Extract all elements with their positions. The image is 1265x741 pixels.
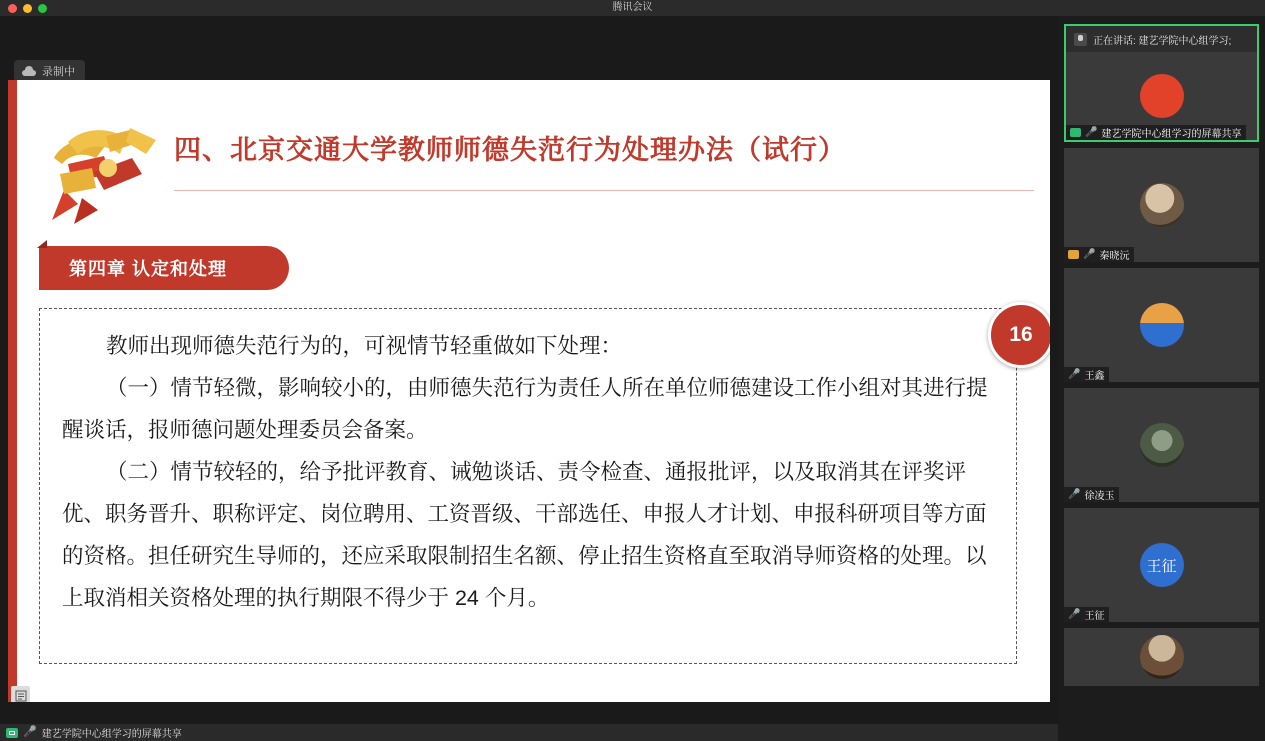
avatar [1140, 635, 1184, 679]
slide-paragraph-2: （一）情节轻微，影响较小的，由师德失范行为责任人所在单位师德建设工作小组对其进行提醒谈话，报师德问题处理委员会备案。 [62, 376, 988, 442]
slide-body [39, 308, 1017, 664]
participant-footer [1064, 607, 1109, 622]
microphone-icon: 🎤 [1068, 608, 1081, 620]
close-icon[interactable] [8, 4, 17, 13]
minimize-icon[interactable] [23, 4, 32, 13]
participant-footer [1064, 247, 1134, 262]
cloud-icon [22, 66, 36, 76]
participant-footer [1066, 125, 1246, 140]
participant-name: 王征 [1084, 611, 1105, 622]
title-bar [0, 0, 1265, 16]
presentation-slide [8, 80, 1050, 702]
participant-name: 秦晓沅 [1099, 251, 1130, 262]
participant-name: 建艺学院中心组学习的屏幕共享 [1101, 129, 1242, 140]
avatar [1140, 183, 1184, 227]
microphone-icon: 🎤 [1068, 488, 1081, 500]
window-title: 腾讯会议 [612, 2, 653, 13]
screen-share-status-bar [0, 724, 1058, 741]
microphone-icon: 🎤 [1083, 248, 1096, 260]
participant-footer [1064, 367, 1109, 382]
chapter-banner: 第四章 认定和处理 [39, 246, 289, 290]
recording-indicator[interactable] [14, 60, 85, 82]
title-divider [174, 190, 1034, 191]
slide-accent-bar [8, 80, 17, 702]
shared-screen-stage [0, 16, 1058, 741]
participant-video [1064, 148, 1259, 262]
notes-icon[interactable] [11, 686, 30, 702]
participant-video [1064, 268, 1259, 382]
host-badge-icon [1068, 250, 1079, 259]
slide-paragraph-3: （二）情节较轻的，给予批评教育、诫勉谈话、责令检查、通报批评，以及取消其在评奖评优、职务晋升、职称评定、岗位聘用、工资晋级、干部选任、申报人才计划、申报科研项目等方面的资格。担任研究生导师的，还应采取限制招生名额、停止招生资格直至取消导师资格的处理。以上取消相关资格处理的执行期限不得少于 24 个月。 [62, 460, 987, 610]
slide-page-number: 16 [988, 302, 1050, 368]
participants-rail[interactable] [1058, 16, 1265, 741]
speaker-icon [1074, 33, 1087, 46]
participant-video [1064, 628, 1259, 686]
screen-share-icon [1070, 128, 1081, 137]
participant-tile-speaking[interactable] [1064, 24, 1259, 142]
participant-tile[interactable] [1064, 268, 1259, 382]
slide-title: 四、北京交通大学教师师德失范行为处理办法（试行） [174, 135, 846, 165]
participant-tile[interactable] [1064, 628, 1259, 686]
microphone-icon: 🎤 [1068, 368, 1081, 380]
microphone-icon: 🎤 [1085, 126, 1098, 138]
participant-tile[interactable] [1064, 148, 1259, 262]
party-emblem-icon [34, 112, 174, 232]
avatar [1140, 74, 1184, 118]
slide-paragraph-1: 教师出现师德失范行为的，可视情节轻重做如下处理： [106, 334, 623, 358]
active-speaker-banner [1066, 26, 1257, 52]
active-speaker-label: 正在讲话: 建艺学院中心组学习; [1093, 35, 1232, 47]
avatar: 王征 [1140, 543, 1184, 587]
avatar [1140, 303, 1184, 347]
screen-share-label: 建艺学院中心组学习的屏幕共享 [41, 729, 182, 740]
window-controls[interactable] [8, 4, 47, 13]
participant-tile[interactable] [1064, 388, 1259, 502]
recording-label: 录制中 [42, 66, 75, 78]
microphone-icon: 🎤 [23, 726, 37, 738]
screen-share-icon [6, 728, 18, 738]
participant-video [1064, 508, 1259, 622]
avatar [1140, 423, 1184, 467]
participant-footer [1064, 487, 1119, 502]
participant-tile[interactable] [1064, 508, 1259, 622]
participant-video [1064, 388, 1259, 502]
participant-name: 徐凌玉 [1084, 491, 1115, 502]
zoom-icon[interactable] [38, 4, 47, 13]
participant-name: 王鑫 [1084, 371, 1105, 382]
